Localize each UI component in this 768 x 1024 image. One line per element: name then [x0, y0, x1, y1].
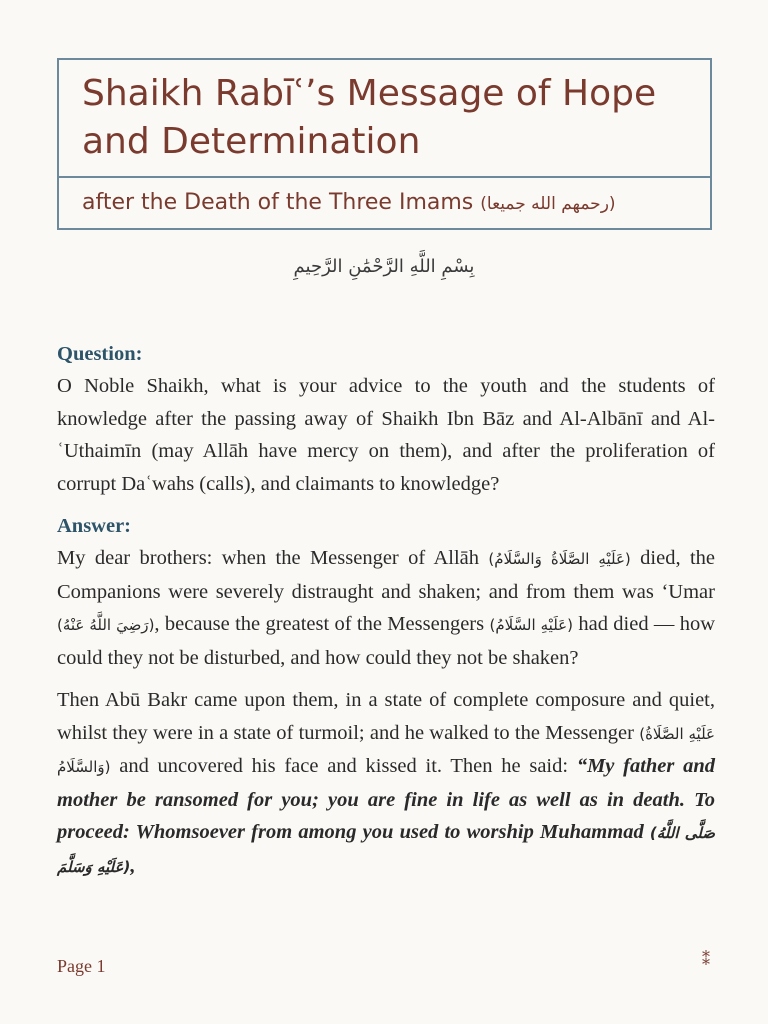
- answer-p1-text-c: , because the greatest of the Messengers: [154, 613, 485, 635]
- answer-paragraph-1: [57, 542, 715, 674]
- ornament-icon: ⁑: [702, 952, 710, 969]
- title-line-1: Shaikh Rabīʿ’s Message of Hope: [82, 73, 657, 114]
- title-box: [57, 58, 712, 230]
- honorific-radiallahu: (رَضِيَ اللَّهُ عَنْهُ): [57, 616, 155, 634]
- answer-p1-text-a: My dear brothers: when the Messenger of Allāh: [57, 547, 479, 569]
- honorific-salutation-2: (عَلَيْهِ الصَّلَاةُ وَالسَّلَامُ): [57, 724, 715, 776]
- quote-text: “My father and mother be ransomed for you; you are fine in life as well as in death. To proceed: Whomsoever from among you used to worship Muhammad: [57, 755, 716, 843]
- article-body: [57, 338, 715, 893]
- basmala: بِسْمِ اللَّهِ الرَّحْمَٰنِ الرَّحِيمِ: [293, 256, 475, 277]
- page-title: [59, 60, 710, 178]
- page-number: Page 1: [57, 956, 106, 976]
- honorific-alayhis-salam: (عَلَيْهِ السَّلَامُ): [489, 616, 573, 634]
- answer-paragraph-2: [57, 684, 715, 883]
- answer-p2-text-b: and uncovered his face and kissed it. Then he said:: [119, 755, 569, 777]
- question-text: O Noble Shaikh, what is your advice to the youth and the students of knowledge after the passing away of Shaikh Ibn Bāz and Al-Albānī and Al-ʿUthaimīn (may Allāh have mercy on them), and after the proliferation of corrupt Daʿwahs (calls), and claimants to knowledge?: [57, 375, 715, 495]
- answer-p1-text-d: had died — how could they not be disturbed, and how could they not be shaken?: [57, 613, 716, 669]
- title-line-2: and Determination: [82, 121, 421, 162]
- honorific-sallallahu: (صَلَّى اللَّهُ عَلَيْهِ وَسَلَّمَ): [57, 824, 715, 876]
- subtitle-text: after the Death of the Three Imams: [82, 190, 474, 215]
- question-heading: Question:: [57, 343, 143, 365]
- quote-end: ,: [130, 854, 136, 877]
- answer-p2-text-a: Then Abū Bakr came upon them, in a state of complete composure and quiet, whilst they were in a state of turmoil; and he walked to the Messenger: [57, 689, 715, 744]
- answer-p1-text-b: died, the Companions were severely distraught and shaken; and from them was ‘Umar: [57, 547, 715, 603]
- honorific-salutation: (عَلَيْهِ الصَّلَاةُ وَالسَّلَامُ): [488, 550, 631, 568]
- subtitle-arabic: (رحمهم الله جميعا): [480, 194, 616, 214]
- answer-heading: Answer:: [57, 515, 132, 537]
- page-subtitle: [59, 178, 710, 215]
